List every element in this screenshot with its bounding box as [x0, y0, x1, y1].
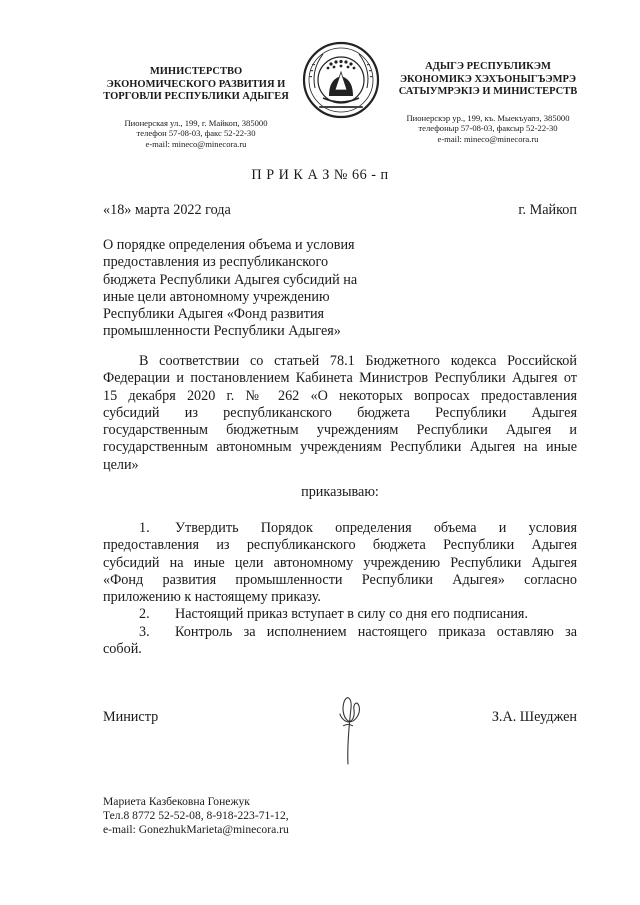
order-title: П Р И К А З № 66 - п [251, 167, 389, 183]
handwritten-signature-icon [333, 686, 363, 766]
signature-position: Министр [103, 709, 159, 725]
ministry-name-ru: МИНИСТЕРСТВО ЭКОНОМИЧЕСКОГО РАЗВИТИЯ И ТОРГОВЛИ РЕСПУБЛИКИ АДЫГЕЯ [103, 66, 289, 102]
ministry-contacts-ady: Пионерскэр ур., 199, къ. Мыекъуапэ, 385000 телефоныр 57-08-03, факсыр 52-22-30 e-mail: mineco@minecora.ru [406, 112, 570, 144]
header-right [378, 61, 598, 144]
list-item: 3. Контроль за исполнением настоящего приказа оставляю за собой. [103, 623, 577, 658]
order-place: г. Майкоп [518, 202, 577, 218]
coat-of-arms-emblem-icon [301, 40, 381, 120]
signature [333, 686, 363, 766]
order-date: «18» марта 2022 года [103, 202, 231, 218]
executor-info: Мариета Казбековна Гонежук Тел.8 8772 52-52-08, 8-918-223-71-12, e-mail: GonezhukMarieta@minecora.ru [103, 795, 289, 836]
emblem [301, 40, 381, 120]
list-item: 2. Настоящий приказ вступает в силу со дня его подписания. [139, 606, 529, 623]
signature-name: З.А. Шеуджен [491, 709, 577, 725]
ministry-name-ady: АДЫГЭ РЕСПУБЛИКЭМ ЭКОНОМИКЭ ХЭХЪОНЫГЪЭМРЭ САТЫУМРЭКIЭ И МИНИСТЕРСТВ [398, 61, 578, 97]
ministry-contacts-ru: Пионерская ул., 199, г. Майкоп, 385000 телефон 57-08-03, факс 52-22-30 e-mail: mineco@minecora.ru [124, 117, 268, 149]
preamble: В соответствии со статьей 78.1 Бюджетного кодекса Российской Федерации и постановлением Кабинета Министров Республики Адыгея от 15 декабря 2020 г. № 262 «О некоторых вопросах предоставления субсидий из республиканского бюджета Республики Адыгея государственным бюджетным учреждениям Республики Адыгея и государственным автономным учреждениям Республики Адыгея на иные цели» [103, 353, 577, 473]
resolve-word: приказываю: [301, 484, 379, 500]
list-item: 1. Утвердить Порядок определения объема и условия предоставления из республиканского бюджета Республики Адыгея субсидий на иные цели автономному учреждению Республики Адыгея «Фонд развития промышленности Республики Адыгея» согласно приложению к настоящему приказу. [103, 520, 577, 606]
order-items [103, 520, 577, 658]
order-subject: О порядке определения объема и условия предоставления из республиканского бюджета Республики Адыгея субсидий на иные цели автономному учреждению Республики Адыгея «Фонд развития промышленности Республики Адыгея» [103, 237, 358, 340]
header-left [98, 66, 294, 149]
